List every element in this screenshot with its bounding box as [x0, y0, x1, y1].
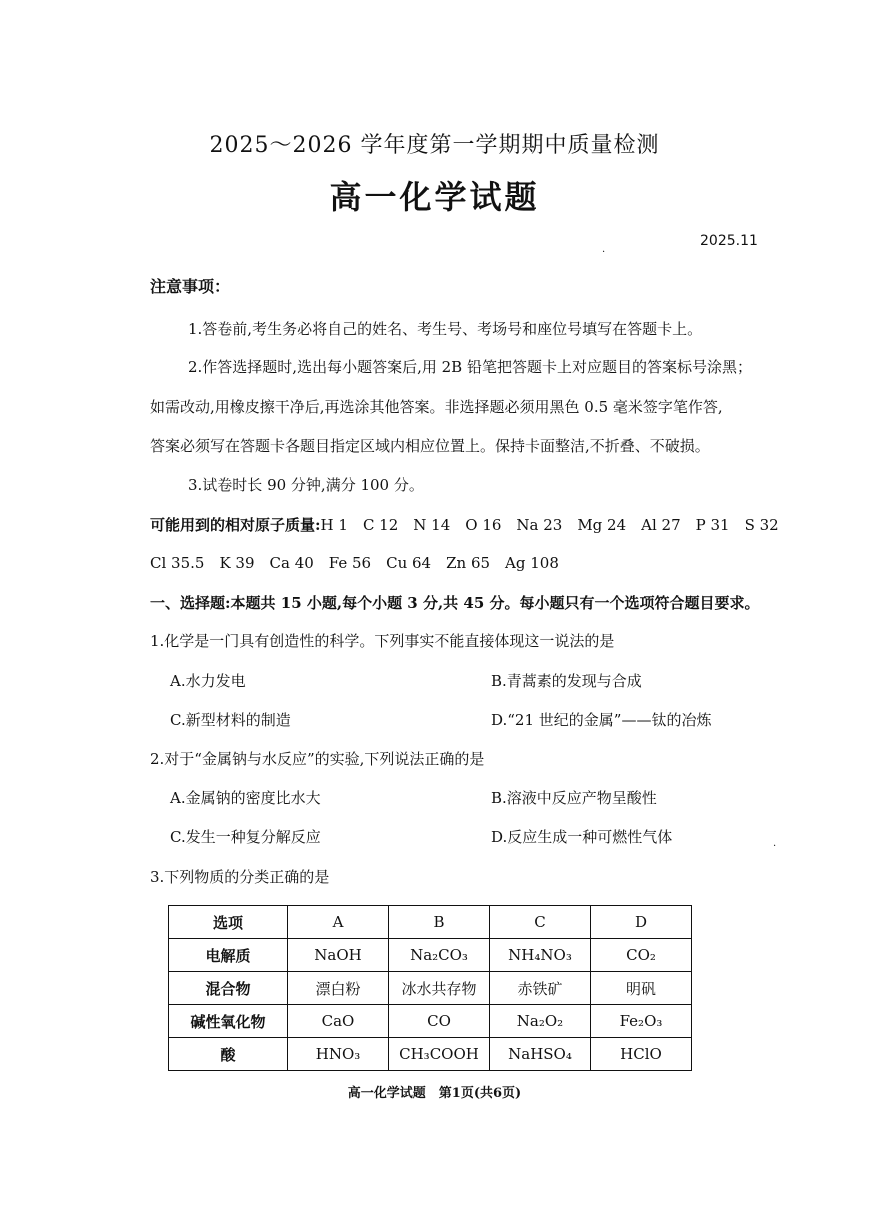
table-cell: HNO₃	[288, 1038, 389, 1071]
atomic-mass-label: 可能用到的相对原子质量:	[150, 516, 321, 534]
question-1-stem: 1.化学是一门具有创造性的科学。下列事实不能直接体现这一说法的是	[150, 632, 615, 650]
question-2-stem: 2.对于“金属钠与水反应”的实验,下列说法正确的是	[150, 750, 485, 768]
stray-mark: .	[773, 838, 777, 849]
table-row	[169, 939, 692, 972]
table-header-cell: 选项	[169, 906, 288, 939]
notice-item-2-line-2: 如需改动,用橡皮擦干净后,再选涂其他答案。非选择题必须用黑色 0.5 毫米签字笔作答,	[150, 398, 723, 416]
table-header-cell: D	[591, 906, 692, 939]
table-cell: CaO	[288, 1005, 389, 1038]
page-title: 高一化学试题	[329, 178, 540, 216]
notice-item-1: 1.答卷前,考生务必将自己的姓名、考生号、考场号和座位号填写在答题卡上。	[188, 320, 703, 338]
atomic-mass-values-1: H 1 C 12 N 14 O 16 Na 23 Mg 24 Al 27 P 31 S 32	[320, 516, 779, 534]
classification-table	[168, 905, 692, 1071]
exam-session-line: 2025～2026 学年度第一学期期中质量检测	[209, 133, 660, 158]
table-cell: CH₃COOH	[389, 1038, 490, 1071]
table-header-row	[169, 906, 692, 939]
table-cell: 明矾	[591, 972, 692, 1005]
page-footer: 高一化学试题 第1页(共6页)	[347, 1086, 522, 1101]
table-cell: NaOH	[288, 939, 389, 972]
question-1-option-d: D.“21 世纪的金属”——钛的冶炼	[491, 711, 712, 729]
question-1-option-c: C.新型材料的制造	[170, 711, 291, 729]
table-row-label: 混合物	[169, 972, 288, 1005]
table-cell: CO₂	[591, 939, 692, 972]
table-row-label: 碱性氧化物	[169, 1005, 288, 1038]
table-row-label: 酸	[169, 1038, 288, 1071]
table-cell: 漂白粉	[288, 972, 389, 1005]
stray-mark: .	[602, 244, 606, 255]
table-cell: NaHSO₄	[490, 1038, 591, 1071]
section-1-heading: 一、选择题:本题共 15 小题,每个小题 3 分,共 45 分。每小题只有一个选项符合题目要求。	[150, 594, 760, 612]
table-row	[169, 1038, 692, 1071]
question-2-option-c: C.发生一种复分解反应	[170, 828, 321, 846]
table-cell: Na₂O₂	[490, 1005, 591, 1038]
table-row	[169, 1005, 692, 1038]
question-1-option-b: B.青蒿素的发现与合成	[491, 672, 642, 690]
question-3-stem: 3.下列物质的分类正确的是	[150, 868, 330, 886]
question-1-option-a: A.水力发电	[170, 672, 246, 690]
question-2-option-b: B.溶液中反应产物呈酸性	[491, 789, 657, 807]
table-row	[169, 972, 692, 1005]
table-row-label: 电解质	[169, 939, 288, 972]
question-2-option-d: D.反应生成一种可燃性气体	[491, 828, 673, 846]
notice-item-3: 3.试卷时长 90 分钟,满分 100 分。	[188, 476, 424, 494]
atomic-mass-line-2: Cl 35.5 K 39 Ca 40 Fe 56 Cu 64 Zn 65 Ag 108	[150, 554, 559, 572]
table-cell: NH₄NO₃	[490, 939, 591, 972]
table-cell: HClO	[591, 1038, 692, 1071]
notice-item-2-line-3: 答案必须写在答题卡各题目指定区域内相应位置上。保持卡面整洁,不折叠、不破损。	[150, 437, 710, 455]
notice-heading: 注意事项：	[150, 277, 231, 296]
question-2-option-a: A.金属钠的密度比水大	[170, 789, 321, 807]
table-cell: CO	[389, 1005, 490, 1038]
notice-item-2-line-1: 2.作答选择题时,选出每小题答案后,用 2B 铅笔把答题卡上对应题目的答案标号涂黑；	[188, 358, 752, 376]
table-header-cell: B	[389, 906, 490, 939]
table-cell: 冰水共存物	[389, 972, 490, 1005]
table-cell: 赤铁矿	[490, 972, 591, 1005]
table-cell: Fe₂O₃	[591, 1005, 692, 1038]
exam-date: 2025.11	[700, 233, 758, 249]
table-header-cell: C	[490, 906, 591, 939]
table-cell: Na₂CO₃	[389, 939, 490, 972]
table-header-cell: A	[288, 906, 389, 939]
atomic-mass-line-1	[150, 514, 779, 535]
